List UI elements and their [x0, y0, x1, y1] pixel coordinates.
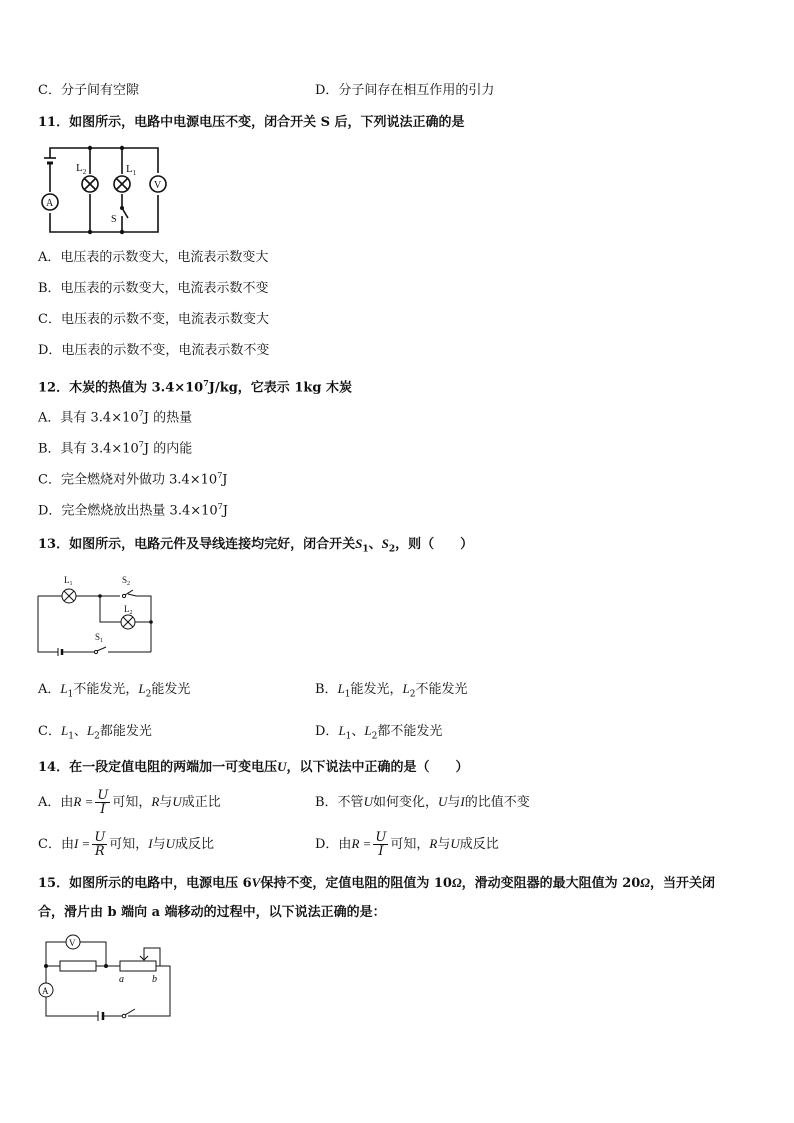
q13-option-a: A．$L_1$不能发光，$L_2$能发光 [38, 681, 191, 700]
q11-switch-label: S [111, 214, 117, 225]
q11-option-b: B．电压表的示数变大，电流表示数不变 [38, 281, 269, 296]
q12-option-b: B．具有 $3.4\times 10^7J$ 的内能 [38, 440, 193, 457]
q15-stem-line1: 15．如图所示的电路中，电源电压 6V保持不变，定值电阻的阻值为 10Ω，滑动变阻器的最大阻值为 20Ω，当开关闭 [38, 875, 716, 891]
q13-l2-label: $L_2$ [124, 604, 133, 616]
q13-option-b: B．$L_1$能发光，$L_2$不能发光 [315, 681, 468, 700]
q13-s1-label: $S_1$ [95, 632, 104, 644]
q15-ammeter-label: A [42, 986, 49, 996]
q13-s2-label: $S_2$ [122, 575, 131, 587]
q12-stem: 12．木炭的热值为 $3.4\times 10^7J/kg$，它表示 1kg 木炭 [38, 378, 352, 396]
q11-l2-label: $L_2$ [76, 162, 87, 176]
q12-option-a: A．具有 $3.4\times 10^7J$ 的热量 [38, 409, 193, 426]
q10-option-c: C．分子间有空隙 [38, 83, 139, 98]
q13-l1-label: $L_1$ [64, 575, 73, 587]
q14-option-b: B．不管U如何变化，U与I的比值不变 [315, 794, 530, 810]
q13-circuit-diagram [38, 574, 158, 662]
q14-option-c: C．由I = $\frac{U}{R}$ 可知，I与U成反比 [38, 830, 215, 859]
q11-option-d: D．电压表的示数不变，电流表示数不变 [38, 343, 270, 358]
q15-stem-line2: 合，滑片由 b 端向 a 端移动的过程中，以下说法正确的是： [38, 905, 386, 920]
q15-end-b-label: b [152, 974, 157, 985]
q11-option-c: C．电压表的示数不变，电流表示数变大 [38, 312, 269, 327]
q15-end-a-label: a [119, 974, 124, 985]
q14-option-a: A．由R = $\frac{U}{I}$ 可知，R与U成正比 [38, 788, 221, 817]
q13-option-d: D．$L_1$、$L_2$都不能发光 [315, 723, 443, 742]
q11-l1-label: $L_1$ [126, 163, 137, 177]
q11-circuit-diagram [40, 140, 170, 235]
q11-option-a: A．电压表的示数变大，电流表示数变大 [38, 250, 269, 265]
q10-option-d: D．分子间存在相互作用的引力 [315, 83, 495, 98]
q14-stem: 14．在一段定值电阻的两端加一可变电压U，以下说法中正确的是（ ） [38, 759, 469, 775]
q12-option-d: D．完全燃烧放出热量 $3.4\times 10^7J$ [38, 502, 228, 519]
q11-voltmeter-label: V [154, 180, 162, 191]
q15-circuit-diagram [36, 932, 176, 1024]
q13-option-c: C．$L_1$、$L_2$都能发光 [38, 723, 152, 742]
q13-stem: 13．如图所示，电路元件及导线连接均完好，闭合开关$S_1$、$S_2$，则（ ） [38, 536, 474, 555]
q15-voltmeter-label: V [69, 938, 76, 948]
q12-option-c: C．完全燃烧对外做功 $3.4\times 10^7J$ [38, 471, 228, 488]
q11-stem: 11．如图所示，电路中电源电压不变，闭合开关 S 后，下列说法正确的是 [38, 115, 465, 130]
q11-ammeter-label: A [46, 198, 54, 209]
q14-option-d: D．由R = $\frac{U}{I}$ 可知，R与U成反比 [315, 830, 499, 859]
